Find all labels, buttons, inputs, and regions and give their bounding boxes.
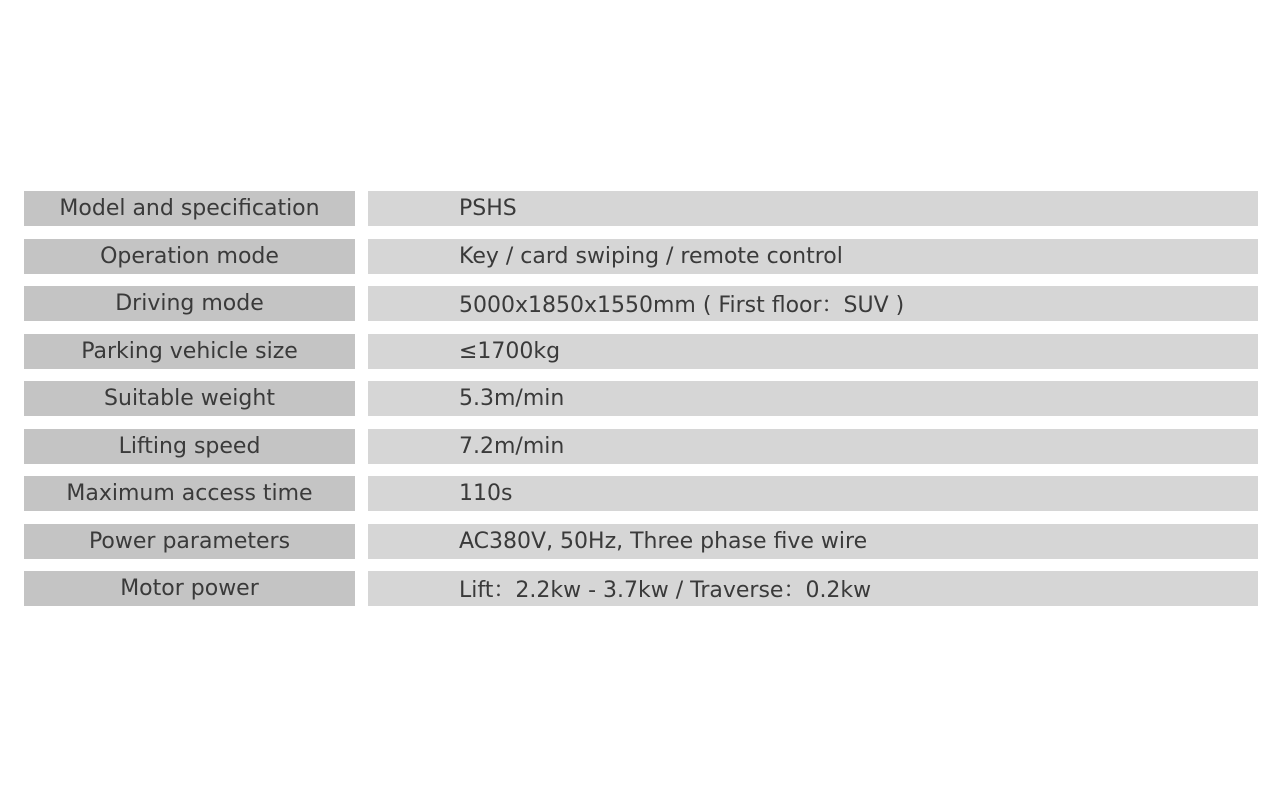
spec-label: Driving mode (24, 286, 355, 321)
spec-row-driving-mode (24, 286, 1258, 321)
spec-label: Model and specification (24, 191, 355, 226)
spec-label: Motor power (24, 571, 355, 606)
spec-label: Lifting speed (24, 429, 355, 464)
spec-row-power-parameters (24, 524, 1258, 559)
spec-row-access-time (24, 476, 1258, 511)
spec-value: 110s (368, 476, 1258, 511)
spec-label: Suitable weight (24, 381, 355, 416)
spec-label: Parking vehicle size (24, 334, 355, 369)
spec-row-lifting-speed (24, 429, 1258, 464)
spec-label: Power parameters (24, 524, 355, 559)
spec-row-operation-mode (24, 239, 1258, 274)
spec-row-motor-power (24, 571, 1258, 606)
spec-value: Key / card swiping / remote control (368, 239, 1258, 274)
spec-value: AC380V, 50Hz, Three phase five wire (368, 524, 1258, 559)
spec-value: PSHS (368, 191, 1258, 226)
spec-table (24, 191, 1258, 619)
spec-value: ≤1700kg (368, 334, 1258, 369)
spec-label: Maximum access time (24, 476, 355, 511)
spec-row-vehicle-size (24, 334, 1258, 369)
spec-row-model (24, 191, 1258, 226)
spec-value: 5.3m/min (368, 381, 1258, 416)
spec-label: Operation mode (24, 239, 355, 274)
spec-value: Lift：2.2kw - 3.7kw / Traverse：0.2kw (368, 571, 1258, 606)
spec-value: 5000x1850x1550mm ( First floor：SUV ) (368, 286, 1258, 321)
spec-value: 7.2m/min (368, 429, 1258, 464)
spec-row-suitable-weight (24, 381, 1258, 416)
